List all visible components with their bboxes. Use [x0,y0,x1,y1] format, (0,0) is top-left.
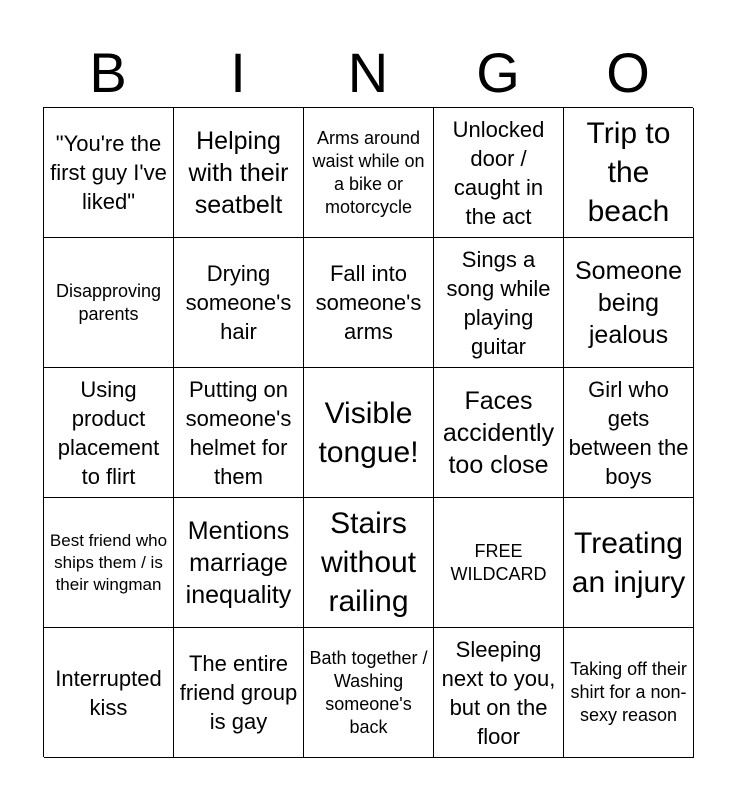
cell-text: Someone being jealous [574,256,683,349]
bingo-cell[interactable] [44,628,174,758]
cell-text: The entire friend group is gay [179,651,298,734]
cell-text: Interrupted kiss [55,665,162,720]
cell-text: "You're the first guy I've liked" [50,131,167,214]
bingo-cell[interactable] [434,108,564,238]
bingo-cell[interactable] [564,108,694,238]
cell-text: Helping with their seatbelt [188,126,289,219]
header-letter-g: G [476,41,520,104]
bingo-cell[interactable] [434,238,564,368]
bingo-cell[interactable] [44,108,174,238]
cell-text: Fall into someone's arms [315,261,422,344]
cell-text: FREE WILDCARD [450,540,547,584]
bingo-cell[interactable] [174,368,304,498]
header-letter-i: I [230,41,246,104]
cell-text: Girl who gets between the boys [568,376,689,489]
cell-text: Best friend who ships them / is their wingman [49,530,168,594]
bingo-cell[interactable] [304,498,434,628]
cell-text: Unlocked door / caught in the act [452,116,545,229]
cell-text: Faces accidently too close [442,386,555,479]
bingo-cell[interactable] [304,628,434,758]
bingo-cell[interactable] [174,628,304,758]
bingo-cell[interactable] [174,498,304,628]
bingo-cell[interactable] [564,498,694,628]
bingo-cell[interactable] [434,368,564,498]
bingo-cell[interactable] [174,108,304,238]
cell-text: Taking off their shirt for a non-sexy reason [570,659,687,725]
bingo-header [43,40,693,106]
cell-text: Disapproving parents [55,280,162,324]
cell-text: Using product placement to flirt [57,376,160,489]
cell-text: Trip to the beach [586,117,671,228]
bingo-cell[interactable] [174,238,304,368]
bingo-cell[interactable] [564,628,694,758]
bingo-cell[interactable] [304,368,434,498]
cell-text: Treating an injury [571,526,686,599]
header-letter-n: N [347,41,389,104]
cell-text: Sleeping next to you, but on the floor [441,636,556,749]
bingo-cell[interactable] [564,238,694,368]
cell-text: Drying someone's hair [185,261,292,344]
bingo-cell[interactable] [44,238,174,368]
bingo-cell[interactable] [44,368,174,498]
bingo-cell[interactable] [434,628,564,758]
cell-text: Putting on someone's helmet for them [185,376,292,489]
free-space-cell[interactable] [434,498,564,628]
cell-text: Stairs without railing [320,507,417,618]
cell-text: Mentions marriage inequality [185,516,292,609]
cell-text: Sings a song while playing guitar [446,246,551,359]
bingo-cell[interactable] [44,498,174,628]
header-letter-o: O [606,41,650,104]
bingo-cell[interactable] [304,238,434,368]
cell-text: Arms around waist while on a bike or motorcycle [312,127,425,217]
cell-text: Bath together / Washing someone's back [309,647,428,737]
bingo-board [43,107,693,757]
bingo-cell[interactable] [304,108,434,238]
cell-text: Visible tongue! [318,396,419,469]
header-letter-b: B [89,41,127,104]
bingo-cell[interactable] [564,368,694,498]
